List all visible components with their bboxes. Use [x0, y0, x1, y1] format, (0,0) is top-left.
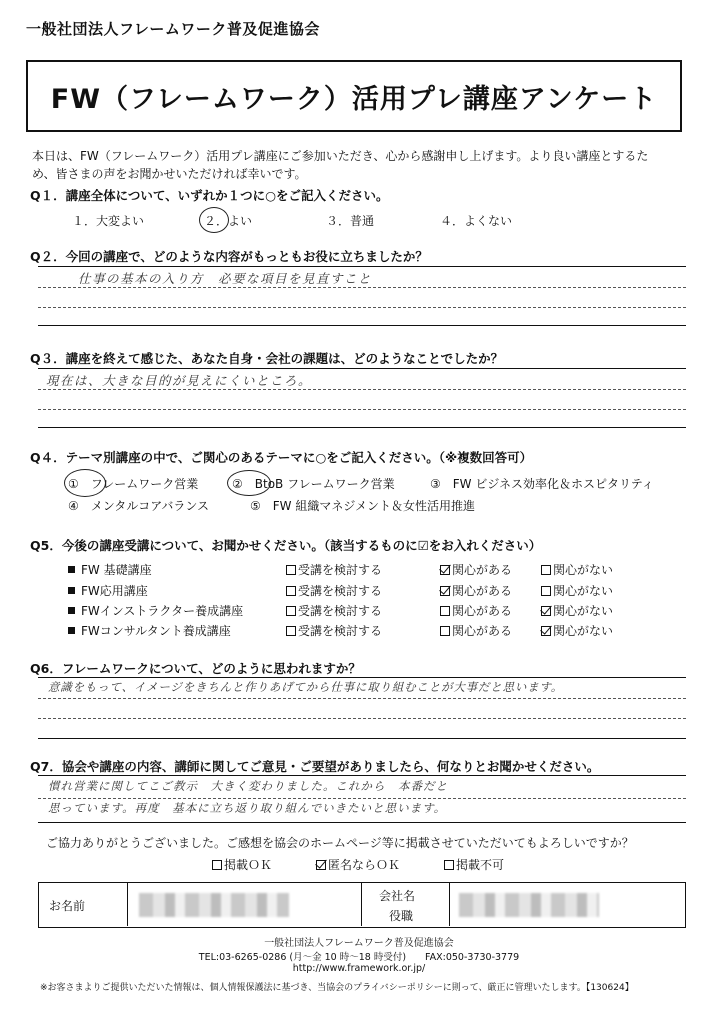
- checkbox-icon[interactable]: [286, 606, 296, 616]
- intro-line-2: め、皆さまの声をお聞かせいただければ幸いです。: [32, 167, 307, 181]
- bullet-square-icon: [68, 566, 75, 573]
- q5-row-2-no-interest[interactable]: [541, 582, 613, 599]
- q4-option-1[interactable]: ① フレームワーク営業: [68, 477, 199, 491]
- q7-answer-box[interactable]: [38, 775, 686, 823]
- q1-option-2[interactable]: ２．よい: [204, 214, 253, 228]
- q5-row-3-name: [68, 602, 243, 619]
- q7-line: [38, 798, 686, 799]
- q5-row-3-interest[interactable]: [440, 602, 512, 619]
- q5-row-2-consider[interactable]: [286, 582, 382, 599]
- q5-option-label: 受講を検討する: [298, 584, 383, 598]
- q5-option-label: 関心がある: [452, 604, 513, 618]
- q6-label: Q6．フレームワークについて、どのように思われますか？: [30, 661, 361, 676]
- q7-answer-line-2: 思っています。再度 基本に立ち返り取り組んでいきたいと思います。: [48, 801, 447, 815]
- q4-option-3[interactable]: ③ FW ビジネス効率化＆ホスピタリティ: [430, 477, 654, 491]
- q1-option-4[interactable]: ４．よくない: [440, 214, 513, 228]
- publish-option-label: 掲載不可: [456, 858, 505, 872]
- checkbox-icon[interactable]: [444, 860, 454, 870]
- q4-option-2[interactable]: ② BtoB フレームワーク営業: [232, 477, 395, 491]
- intro-line-1: 本日は、FW（フレームワーク）活用プレ講座にご参加いただき、心から感謝申し上げます。より良い講座とするた: [32, 149, 649, 163]
- divider: [127, 883, 128, 926]
- checkbox-icon[interactable]: [440, 606, 450, 616]
- q5-option-label: 関心がない: [553, 584, 614, 598]
- checkbox-checked-icon[interactable]: [541, 626, 551, 636]
- q5-row-name: FW 基礎講座: [81, 563, 152, 577]
- q2-answer: 仕事の基本の入り方 必要な項目を見直すこと: [78, 271, 373, 286]
- q4-option-5[interactable]: ⑤ FW 組織マネジメント＆女性活用推進: [250, 499, 475, 513]
- checkbox-checked-icon[interactable]: [316, 860, 326, 870]
- q7-answer-line-1: 慣れ営業に関してこご教示 大きく変わりました。これから 本番だと: [48, 779, 448, 793]
- page-title: FW（フレームワーク）活用プレ講座アンケート: [50, 83, 658, 115]
- q3-line: [38, 409, 686, 410]
- q5-row-1-interest[interactable]: [440, 561, 512, 578]
- q1-option-1[interactable]: １．大変よい: [72, 214, 145, 228]
- checkbox-icon[interactable]: [286, 626, 296, 636]
- publish-option-label: 匿名ならＯＫ: [328, 858, 401, 872]
- title-box: [26, 60, 682, 132]
- checkbox-icon[interactable]: [541, 586, 551, 596]
- q5-option-label: 受講を検討する: [298, 624, 383, 638]
- checkbox-checked-icon[interactable]: [440, 565, 450, 575]
- q5-row-4-no-interest[interactable]: [541, 622, 613, 639]
- checkbox-icon[interactable]: [440, 626, 450, 636]
- name-label: お名前: [49, 899, 86, 913]
- q5-row-name: FWコンサルタント養成講座: [81, 624, 231, 638]
- q1-selected-circle: [199, 207, 229, 233]
- checkbox-icon[interactable]: [212, 860, 222, 870]
- q2-label: Q２．今回の講座で、どのような内容がもっともお役に立ちましたか？: [30, 249, 428, 264]
- q1-label: Q１．講座全体について、いずれか１つに○をご記入ください。: [30, 188, 389, 203]
- q3-answer-box[interactable]: [38, 368, 686, 428]
- q5-row-3-consider[interactable]: [286, 602, 382, 619]
- q6-answer-box[interactable]: [38, 677, 686, 739]
- q4-selected-circle-2: [227, 470, 271, 496]
- q5-option-label: 受講を検討する: [298, 604, 383, 618]
- checkbox-icon[interactable]: [286, 586, 296, 596]
- thanks-text: ご協力ありがとうございました。ご感想を協会のホームページ等に掲載させていただいてもよろしいですか？: [46, 836, 634, 850]
- divider: [361, 883, 362, 926]
- q5-row-2-name: [68, 582, 148, 599]
- q3-answer: 現在は、大きな目的が見えにくいところ。: [46, 373, 313, 388]
- q2-answer-box[interactable]: [38, 266, 686, 326]
- q5-option-label: 関心がある: [452, 624, 513, 638]
- checkbox-checked-icon[interactable]: [440, 586, 450, 596]
- q4-selected-circle-1: [64, 469, 106, 497]
- publish-ok[interactable]: [212, 856, 272, 873]
- q5-option-label: 関心がない: [553, 563, 614, 577]
- publish-no[interactable]: [444, 856, 504, 873]
- q5-option-label: 関心がない: [553, 604, 614, 618]
- q7-label: Q7．協会や講座の内容、講師に関してご意見・ご要望がありましたら、何なりとお聞かせください。: [30, 759, 600, 774]
- q6-answer: 意識をもって、イメージをきちんと作りあげてから仕事に取り組むことが大事だと思います。: [48, 680, 564, 694]
- q5-row-4-consider[interactable]: [286, 622, 382, 639]
- q5-row-2-interest[interactable]: [440, 582, 512, 599]
- bullet-square-icon: [68, 587, 75, 594]
- privacy-note: ※お客さまよりご提供いただいた情報は、個人情報保護法に基づき、当協会のプライバシーポリシーに則って、厳正に管理いたします。【130624】: [40, 983, 634, 993]
- bullet-square-icon: [68, 627, 75, 634]
- respondent-info-box: [38, 882, 686, 928]
- q5-option-label: 受講を検討する: [298, 563, 383, 577]
- q5-row-name: FWインストラクター養成講座: [81, 604, 244, 618]
- q2-line: [38, 307, 686, 308]
- footer-url[interactable]: http://www.framework.or.jp/: [292, 963, 426, 974]
- checkbox-icon[interactable]: [286, 565, 296, 575]
- q3-line: [38, 389, 686, 390]
- footer-org: 一般社団法人フレームワーク普及促進協会: [264, 938, 454, 949]
- company-field-redacted[interactable]: [459, 893, 599, 917]
- q6-line: [38, 718, 686, 719]
- q5-row-1-consider[interactable]: [286, 561, 382, 578]
- footer-contact: TEL:03-6265-0286 (月～金 10 時～18 時受付) FAX:050-3730-3779: [198, 952, 520, 963]
- bullet-square-icon: [68, 607, 75, 614]
- org-name: 一般社団法人フレームワーク普及促進協会: [26, 20, 320, 38]
- q5-row-4-interest[interactable]: [440, 622, 512, 639]
- q5-row-3-no-interest[interactable]: [541, 602, 613, 619]
- q5-row-name: FW応用講座: [81, 584, 148, 598]
- q5-option-label: 関心がある: [452, 584, 513, 598]
- publish-option-label: 掲載ＯＫ: [224, 858, 273, 872]
- q2-line: [38, 287, 686, 288]
- intro-text: [32, 147, 692, 183]
- name-field-redacted[interactable]: [139, 893, 289, 917]
- q5-option-label: 関心がない: [553, 624, 614, 638]
- q5-label: Q5．今後の講座受講について、お聞かせください。（該当するものに☑をお入れください）: [30, 538, 542, 553]
- q3-label: Q３．講座を終えて感じた、あなた自身・会社の課題は、どのようなことでしたか？: [30, 351, 504, 366]
- q5-row-4-name: [68, 622, 231, 639]
- publish-anonymous[interactable]: [316, 856, 400, 873]
- q4-label: Q４．テーマ別講座の中で、ご関心のあるテーマに○をご記入ください。（※複数回答可）: [30, 450, 533, 465]
- q6-line: [38, 698, 686, 699]
- checkbox-checked-icon[interactable]: [541, 606, 551, 616]
- q4-option-4[interactable]: ④ メンタルコアバランス: [68, 499, 209, 513]
- q5-row-1-no-interest[interactable]: [541, 561, 613, 578]
- q5-row-1-name: [68, 561, 152, 578]
- q1-option-3[interactable]: ３．普通: [326, 214, 375, 228]
- divider: [449, 883, 450, 926]
- company-label: 会社名: [379, 889, 416, 903]
- checkbox-icon[interactable]: [541, 565, 551, 575]
- q5-option-label: 関心がある: [452, 563, 513, 577]
- title-label: 役職: [389, 909, 414, 923]
